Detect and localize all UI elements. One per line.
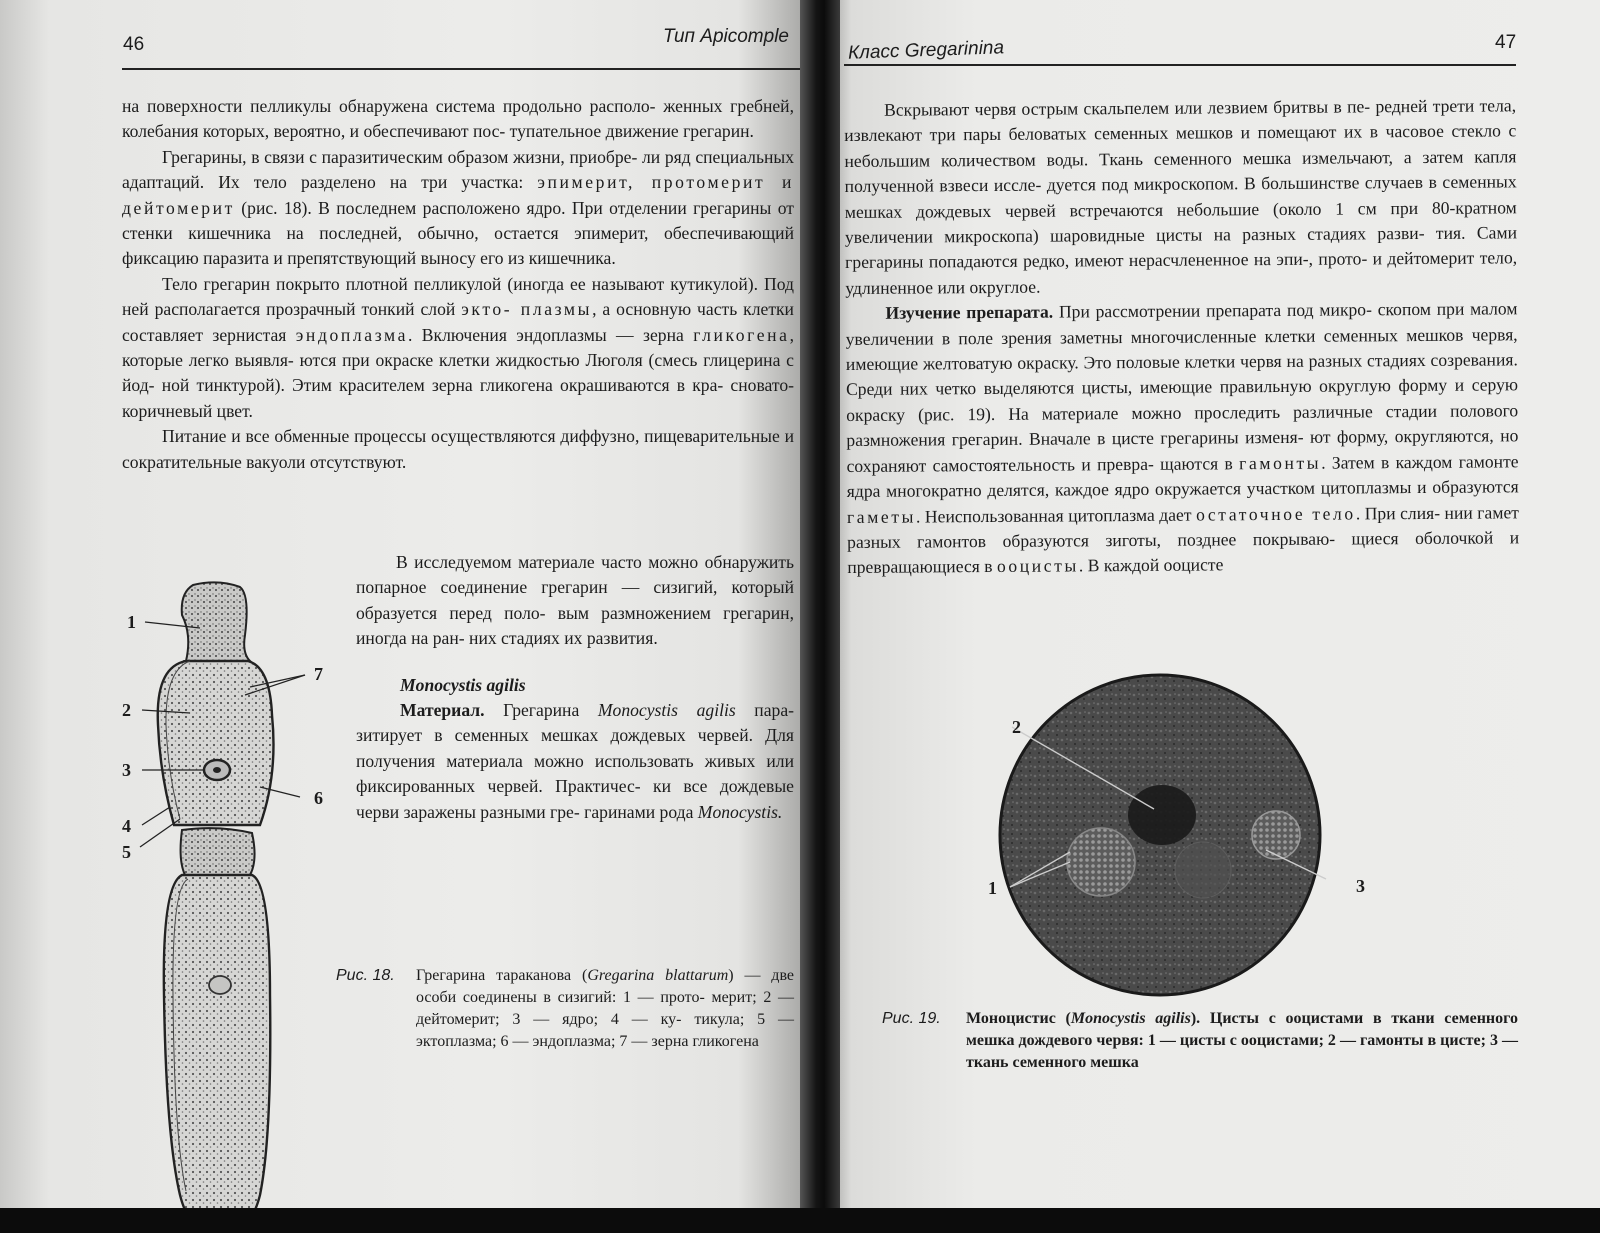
body-text: [122, 94, 794, 475]
header-rule: [844, 64, 1516, 66]
figure-caption: [336, 965, 796, 1075]
scan-edge: [0, 1208, 1600, 1233]
term: эндоплазма: [295, 324, 409, 345]
micrograph: [970, 665, 1370, 1005]
figure-label: 1: [988, 878, 997, 898]
side-text: [356, 550, 794, 825]
caption-text: Грегарина тараканова (Gregarina blattarum) — две особи соединены в сизигий: 1 — прото- мерит; 2 — дейтомерит; 3 — ядро; 4 — ку- тикула; 5 — эктоплазма; 6 — эндоплазма; 7 — зерна гликогена: [416, 967, 795, 1050]
term: экто- плазмы: [461, 299, 593, 320]
caption-text: Моноцистис (Monocystis agilis). Цисты с ооцистами в ткани семенного мешка дождевого червя: 1 — цисты с ооцистами; 2 — гамонты в цисте; 3 — ткань семенного мешка: [966, 1010, 1519, 1071]
caption-label: Рис. 18.: [336, 967, 395, 984]
right-page: [820, 0, 1600, 1210]
section-title: Monocystis agilis: [400, 674, 526, 695]
body-text: [844, 93, 1519, 580]
figure-label: 5: [122, 842, 131, 862]
paragraph: В исследуемом материале часто можно обнаружить попарное соединение грегарин — сизигий, который образуется перед поло- вым размножением грегарин, иногда на ран- них стадиях их развития.: [356, 552, 794, 649]
header-rule: [122, 68, 802, 70]
figure-label: 2: [122, 700, 131, 720]
gregarina-illustration: [100, 575, 340, 1210]
figure-caption: [882, 1008, 1522, 1078]
paragraph: на поверхности пелликулы обнаружена система продольно располо- женных гребней, колебания которых, вероятно, и обеспечивают пос- тупательное движение грегарин.: [122, 96, 794, 142]
term: гликогена: [693, 324, 790, 345]
figure-label: 3: [1356, 876, 1365, 896]
figure-label: 4: [122, 816, 131, 836]
caption-label: Рис. 19.: [882, 1010, 941, 1027]
figure-label: 7: [314, 664, 323, 684]
paragraph: Тело грегарин покрыто плотной пелликулой (иногда ее называют кутикулой). Под ней располагается прозрачный тонкий слой экто- плазмы, а основную часть клетки составляет зернистая эндоплазма. Включения эндоплазмы — зерна гликогена, которые легко выявля- ются при окраске клетки жидкостью Люголя (смесь глицерина с йод- ной тинктурой). Этим красителем зерна гликогена окрашиваются в кра- сновато-коричневый цвет.: [122, 273, 794, 421]
page-number: 47: [1495, 32, 1517, 53]
figure-label: 3: [122, 760, 131, 780]
page-number: 46: [123, 34, 145, 55]
paragraph: Изучение препарата. При рассмотрении препарата под микро- скопом при малом увеличении в поле зрения заметны многочисленные клетки семенных мешков червя, имеющие желтоватую окраску. Это половые клетки червя на разных стадиях созревания. Среди них четко выделяются цисты, имеющие правильную округлую форму и серую окраску (рис. 19). На материале можно проследить различные стадии полового размножения грегарин. Вначале в цисте грегарины изменя- ют форму, округляются, но сохраняют самостоятельность и превра- щаются в гамонты. Затем в каждом гамонте ядра многократно делятся, каждое ядро окружается участком цитоплазмы и образуются гаметы. Неиспользованная цитоплазма дает остаточное тело. При слия- нии гамет разных гамонтов образуются зиготы, позднее покрываю- щиеся оболочкой и превращающиеся в ооцисты. В каждой ооцисте: [845, 298, 1520, 578]
paragraph: Вскрывают червя острым скальпелем или лезвием бритвы в пе- редней трети тела, извлекают три пары беловатых семенных мешков и помещают их в часовое стекло с небольшим количеством воды. Ткань семенного мешка измельчают, а затем капля полученной взвеси иссле- дуется под микроскопом. В большинстве случаев в семенных мешках дождевых червей встречаются небольшие (около 1 см при 80-кратном увеличении микроскопа) шаровидные цисты на разных стадиях разви- тия. Сами грегарины попадаются редко, имеют нерасчлененное на эпи-, прото- и дейтомерит тело, удлиненное или округлое.: [844, 95, 1518, 298]
paragraph: Грегарины, в связи с паразитическим образом жизни, приобре- ли ряд специальных адаптаций. Их тело разделено на три участка: эпимерит, протомерит и дейтомерит (рис. 18). В последнем расположено ядро. При отделении грегарины от стенки кишечника на последней, обычно, остается эпимерит, обеспечивающий фиксацию паразита и препятствующий выносу его из кишечника.: [122, 146, 794, 269]
term: эпимерит, протомерит и дейтомерит: [122, 172, 794, 218]
figure-label: 2: [1012, 717, 1021, 737]
book-spine: [800, 0, 840, 1210]
figure-label: 1: [127, 612, 136, 632]
paragraph: Материал. Грегарина Monocystis agilis пара- зитирует в семенных мешках дождевых червей. Для получения материала можно использовать живых или фиксированных червей. Практичес- ки все дождевые черви заражены разными гре- гаринами рода Monocystis.: [356, 700, 794, 822]
running-head: Тип Apicomple: [663, 26, 789, 47]
figure-label: 6: [314, 788, 323, 808]
running-head: Класс Gregarinina: [847, 37, 1005, 64]
paragraph: Питание и все обменные процессы осуществляются диффузно, пищеварительные и сократительные вакуоли отсутствуют.: [122, 426, 794, 472]
